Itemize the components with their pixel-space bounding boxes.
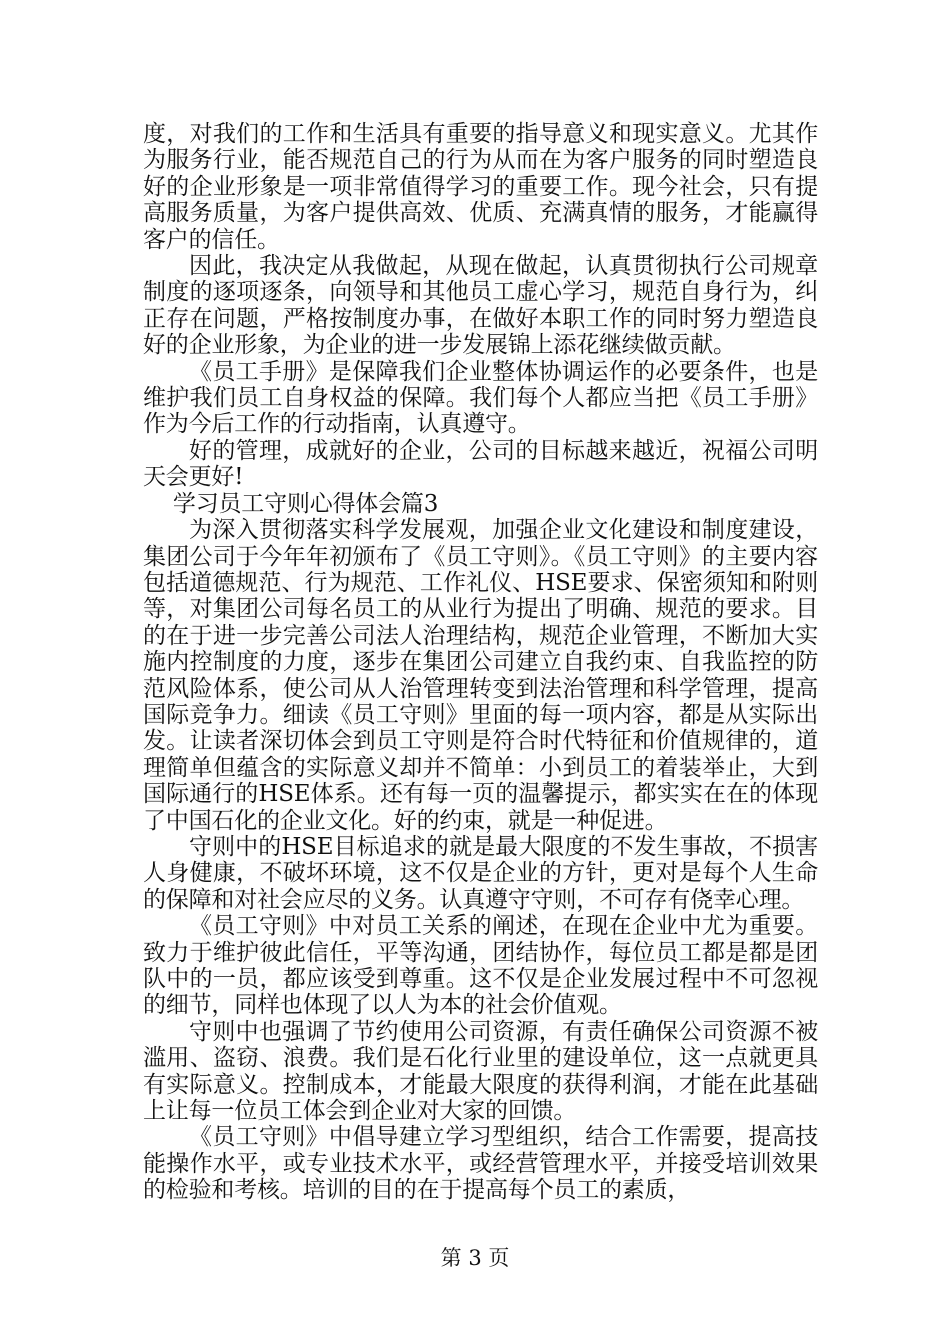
- paragraph-1: 度，对我们的工作和生活具有重要的指导意义和现实意义。尤其作为服务行业，能否规范自己的行为从而在为客户服务的同时塑造良好的企业形象是一项非常值得学习的重要工作。现今社会，只有提高服务质量，为客户提供高效、优质、充满真情的服务，才能赢得客户的信任。: [143, 121, 818, 253]
- paragraph-4: 好的管理，成就好的企业，公司的目标越来越近，祝福公司明天会更好!: [143, 437, 818, 491]
- paragraph-7: 《员工守则》中对员工关系的阐述，在现在企业中尤为重要。致力于维护彼此信任，平等沟通，团结协作，每位员工都是都是团队中的一员，都应该受到尊重。这不仅是企业发展过程中不可忽视的细节，同样也体现了以人为本的社会价值观。: [143, 913, 818, 1019]
- paragraph-8: 守则中也强调了节约使用公司资源，有责任确保公司资源不被滥用、盗窃、浪费。我们是石化行业里的建设单位，这一点就更具有实际意义。控制成本，才能最大限度的获得利润，才能在此基础上让每一位员工体会到企业对大家的回馈。: [143, 1018, 818, 1125]
- document-body: [143, 121, 818, 1204]
- paragraph-5: 为深入贯彻落实科学发展观，加强企业文化建设和制度建设，集团公司于今年年初颁布了《员工守则》。《员工守则》的主要内容包括道德规范、行为规范、工作礼仪、HSE要求、保密须知和附则等，对集团公司每名员工的从业行为提出了明确、规范的要求。目的在于进一步完善公司法人治理结构，规范企业管理，不断加大实施内控制度的力度，逐步在集团公司建立自我约束、自我监控的防范风险体系，使公司从人治管理转变到法治管理和科学管理，提高国际竞争力。细读《员工守则》里面的每一项内容，都是从实际出发。让读者深切体会到员工守则是符合时代特征和价值规律的，道理简单但蕴含的实际意义却并不简单：小到员工的着装举止，大到国际通行的HSE体系。还有每一页的温馨提示，都实实在在的体现了中国石化的企业文化。好的约束，就是一种促进。: [143, 517, 818, 834]
- paragraph-9: 《员工守则》中倡导建立学习型组织，结合工作需要，提高技能操作水平，或专业技术水平，或经营管理水平，并接受培训效果的检验和考核。培训的目的在于提高每个员工的素质，: [143, 1124, 818, 1204]
- page-number: 第 3 页: [440, 1246, 510, 1270]
- paragraph-6: 守则中的HSE目标追求的就是最大限度的不发生事故，不损害人身健康，不破坏环境，这不仅是企业的方针，更对是每个人生命的保障和对社会应尽的义务。认真遵守守则，不可存有侥幸心理。: [143, 833, 818, 913]
- section-heading: 学习员工守则心得体会篇3: [172, 490, 439, 517]
- paragraph-2: 因此，我决定从我做起，从现在做起，认真贯彻执行公司规章制度的逐项逐条，向领导和其他员工虚心学习，规范自身行为，纠正存在问题，严格按制度办事，在做好本职工作的同时努力塑造良好的企业形象，为企业的进一步发展锦上添花继续做贡献。: [143, 253, 818, 359]
- paragraph-3: 《员工手册》是保障我们企业整体协调运作的必要条件，也是维护我们员工自身权益的保障。我们每个人都应当把《员工手册》作为今后工作的行动指南，认真遵守。: [143, 358, 818, 438]
